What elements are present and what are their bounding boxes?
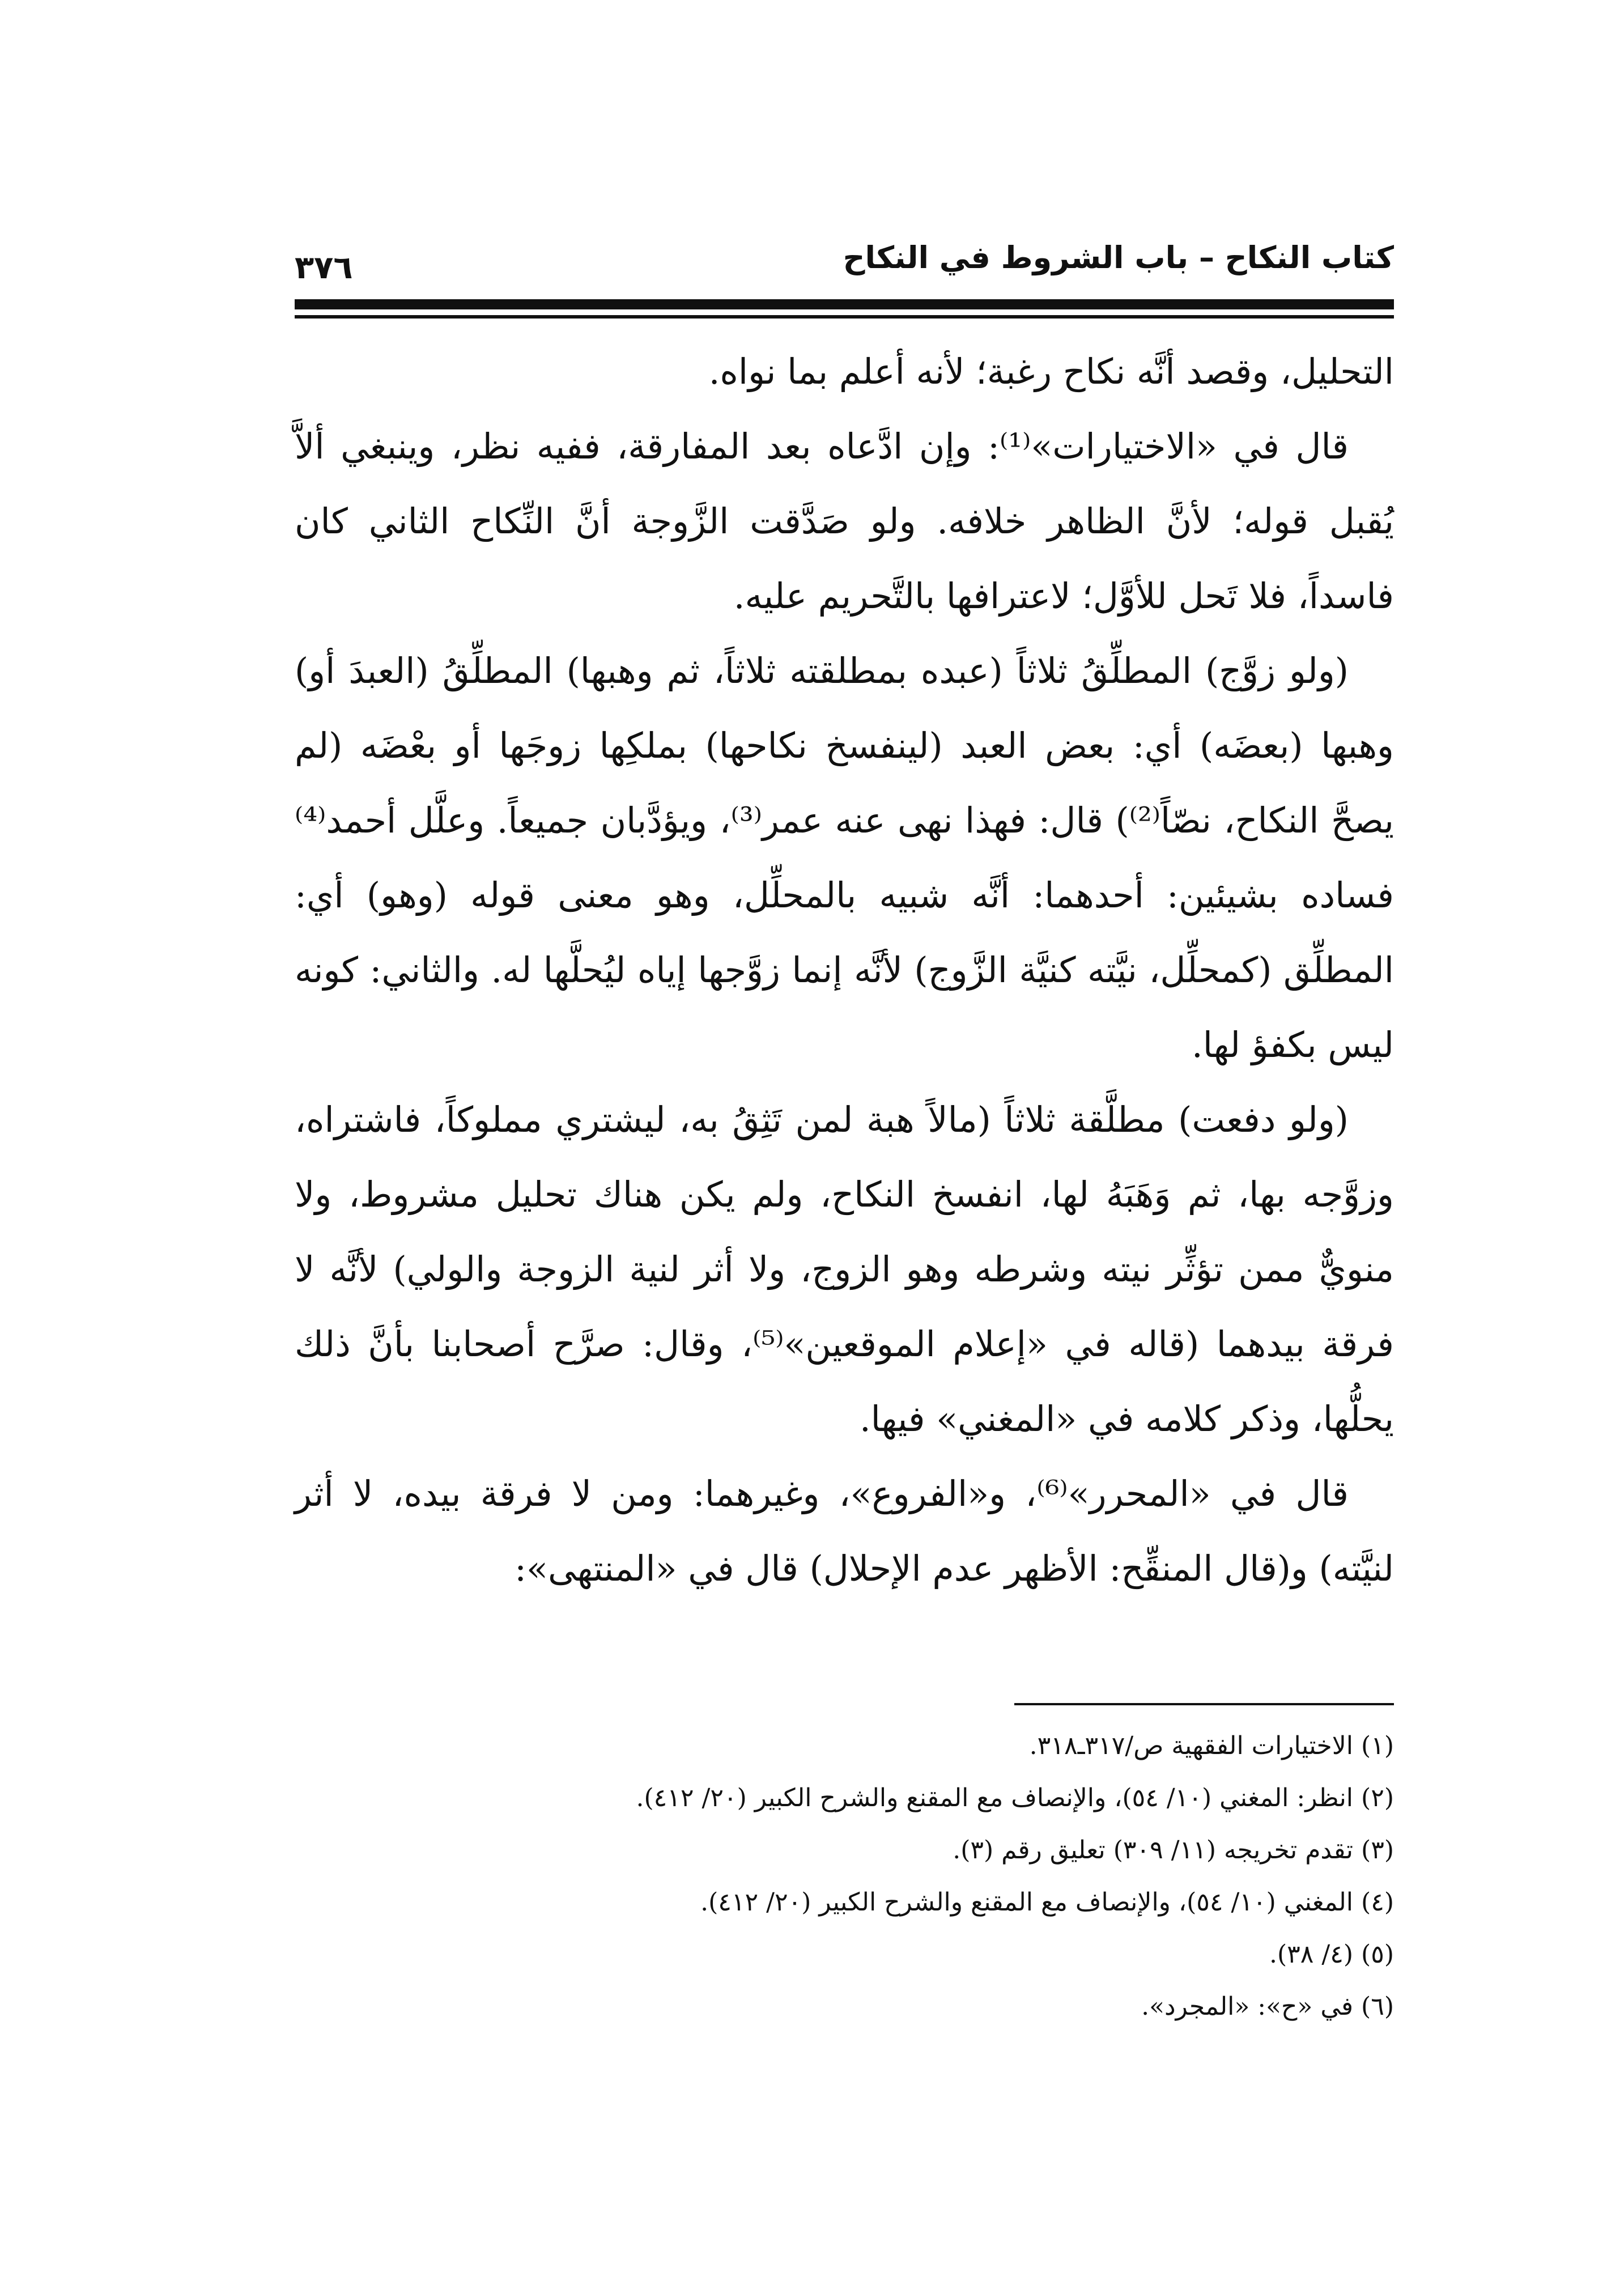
chapter-title: كتاب النكاح – باب الشروط في النكاح [843, 240, 1394, 275]
header-rule-thick [295, 299, 1394, 309]
paragraph: قال في «الاختيارات»⁽¹⁾: وإن ادَّعاه بعد المفارقة، ففيه نظر، وينبغي ألاَّ يُقبل قوله؛ لأنَّ الظاهر خلافه. ولو صَدَّقت الزَّوجة أنَّ النِّكاح الثاني كان فاسداً، فلا تَحل للأوَّل؛ لاعترافها بالتَّحريم عليه. [295, 426, 1394, 617]
paragraph: (ولو زوَّج) المطلِّقُ ثلاثاً (عبده بمطلقته ثلاثاً، ثم وهبها) المطلِّقُ (العبدَ أو) وهبها (بعضَه) أي: بعض العبد (لينفسخ نكاحها) بملكِها زوجَها أو بعْضَه (لم يصحَّ النكاح، نصّاً⁽²⁾) قال: فهذا نهى عنه عمر⁽³⁾، ويؤدَّبان جميعاً. وعلَّل أحمد⁽⁴⁾ فساده بشيئين: أحدهما: أنَّه شبيه بالمحلِّل، وهو معنى قوله (وهو) أي: المطلِّق (كمحلِّل، نيَّته كنيَّة الزَّوج) لأنَّه إنما زوَّجها إياه ليُحلَّها له. والثاني: كونه ليس بكفؤ لها. [295, 650, 1394, 1065]
footnotes [295, 1720, 1394, 2033]
paragraph: التحليل، وقصد أنَّه نكاح رغبة؛ لأنه أعلم بما نواه. [708, 351, 1394, 392]
paragraph: قال في «المحرر»⁽⁶⁾، و«الفروع»، وغيرهما: ومن لا فرقة بيده، لا أثر لنيَّته) و(قال المنقِّح: الأظهر عدم الإحلال) قال في «المنتهى»: [295, 1473, 1394, 1589]
footnote: (٦) في «ح»: «المجرد». [1141, 1992, 1394, 2021]
footnote: (٣) تقدم تخريجه (١١/ ٣٠٩) تعليق رقم (٣). [953, 1836, 1394, 1865]
body-text [295, 334, 1394, 1606]
footnote-separator [1014, 1703, 1394, 1705]
page-number: ٣٧٦ [295, 249, 353, 286]
header-rule-thin [295, 315, 1394, 319]
footnote: (٢) انظر: المغني (١٠/ ٥٤)، والإنصاف مع المقنع والشرح الكبير (٢٠/ ٤١٢). [636, 1784, 1394, 1812]
footnote: (٤) المغني (١٠/ ٥٤)، والإنصاف مع المقنع والشرح الكبير (٢٠/ ٤١٢). [700, 1888, 1394, 1917]
footnote: (١) الاختيارات الفقهية ص/٣١٧ـ٣١٨. [1029, 1731, 1394, 1760]
paragraph: (ولو دفعت) مطلَّقة ثلاثاً (مالاً هبة لمن تَثِقُ به، ليشتري مملوكاً، فاشتراه، وزوَّجه بها، ثم وَهَبَهُ لها، انفسخ النكاح، ولم يكن هناك تحليل مشروط، ولا منويٌّ ممن تؤثِّر نيته وشرطه وهو الزوج، ولا أثر لنية الزوجة والولي) لأنَّه لا فرقة بيدهما (قاله في «إعلام الموقعين»⁽⁵⁾، وقال: صرَّح أصحابنا بأنَّ ذلك يحلُّها، وذكر كلامه في «المغني» فيها. [295, 1099, 1394, 1440]
footnote: (٥) (٤/ ٣٨). [1269, 1940, 1394, 1969]
running-header [295, 232, 1394, 300]
